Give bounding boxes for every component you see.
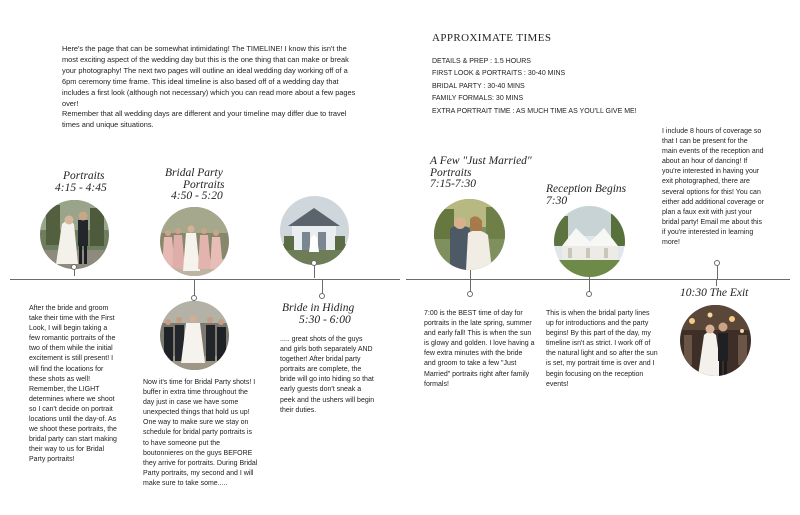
exit-connector xyxy=(717,266,718,279)
exit-heading: 10:30 The Exit xyxy=(680,287,749,299)
approx-item-family-formals: FAMILY FORMALS: 30 MINS xyxy=(432,95,524,103)
bride-hiding-dot-top xyxy=(311,260,317,266)
reception-title: Reception Begins xyxy=(546,183,627,195)
just-married-time: 7:15-7:30 xyxy=(430,178,476,190)
just-married-title: A Few "Just Married" xyxy=(430,155,532,167)
just-married-photo xyxy=(434,199,505,270)
portraits-heading xyxy=(55,171,107,194)
bride-hiding-connector-top xyxy=(314,265,315,278)
bride-hiding-photo xyxy=(280,196,349,265)
portraits-connector xyxy=(74,269,75,276)
reception-dot xyxy=(586,291,592,297)
reception-text: This is when the bridal party lines up for introductions and the party begins! By this part of the day, my timeline isn't as strict. I work off of the natural light and so after the sun is set, my portrait time is over and I begin focusing on the reception events! xyxy=(546,310,658,388)
exit-text: I include 8 hours of coverage so that I can be present for the main events of the reception and about an hour of dancing! If you're interested in having your exit photographed, there are several options for this! You can either add additional coverage or plan a faux exit with just your bridal party! Email me about this if you're interested in learning more! xyxy=(662,128,764,247)
approximate-times-list xyxy=(432,56,637,118)
timeline-line-right xyxy=(406,279,790,280)
reception-heading xyxy=(546,184,626,207)
just-married-text: 7:00 is the BEST time of day for portraits in the late spring, summer and early fall! This is when the sun is glowy and golden. I love having a few extra minutes with the bride and groom to take a few "Just Married" portraits right after family formals! xyxy=(424,310,535,388)
bride-hiding-heading xyxy=(282,303,354,326)
exit-connector-bottom xyxy=(716,280,717,286)
just-married-dot xyxy=(467,291,473,297)
bride-hiding-time: 5:30 - 6:00 xyxy=(299,313,351,326)
just-married-subtitle: Portraits xyxy=(430,166,472,179)
intro-text xyxy=(62,44,362,131)
reception-photo xyxy=(554,206,625,277)
reception-time: 7:30 xyxy=(546,194,568,207)
exit-dot-top xyxy=(714,260,720,266)
intro-paragraph-1: Here's the page that can be somewhat intimidating! The TIMELINE! I know this isn't the most exciting aspect of the wedding day but this is the one thing that can make or break your photography! The next two pages will outline an ideal wedding day working off of a 6pm ceremony time frame. This ideal timeline is also based off of a wedding day that includes a first look (although not necessary) which you can read more about a few pages over! xyxy=(62,44,356,108)
portraits-text: After the bride and groom take their time with the First Look, I will begin taking a few romantic portraits of the two of them while the initial excitement is still present! I will find the locations for these shots as well! Remember, the LIGHT determines where we shoot so I can't decide on portrait locations until the day-of. As we shoot these portraits, the bridal party can start making their way to us for Bridal Party portraits! xyxy=(29,305,117,464)
approx-item-extra-portrait: EXTRA PORTRAIT TIME : AS MUCH TIME AS YOU'LL GIVE ME! xyxy=(432,107,637,115)
bridal-party-girls-photo xyxy=(160,207,229,276)
intro-paragraph-2: Remember that all wedding days are different and your timeline may differ due to travel times and unique situations. xyxy=(62,109,347,130)
portraits-photo xyxy=(40,200,109,269)
bride-hiding-title: Bride in Hiding xyxy=(282,302,355,314)
bridal-party-subtitle: Portraits xyxy=(183,178,225,191)
portraits-title: Portraits xyxy=(63,170,105,182)
bridal-party-guys-photo xyxy=(160,301,229,370)
approximate-times-title: APPROXIMATE TIMES xyxy=(432,32,552,44)
bridal-party-title: Bridal Party xyxy=(165,167,223,179)
right-page xyxy=(400,0,800,515)
exit-photo xyxy=(680,305,751,376)
bridal-party-text: Now it's time for Bridal Party shots! I buffer in extra time throughout the day just in case we have some unexpected things that hold us up! One way to make sure we stay on schedule for bridal party portraits is to have someone put the boutonnieres on the guys BEFORE they arrive for portraits. During Bridal Party portraits, my second and I will make sure to take some..... xyxy=(143,379,258,487)
bridal-party-time: 4:50 - 5:20 xyxy=(171,190,223,202)
bride-hiding-dot-bottom xyxy=(319,293,325,299)
bridal-party-heading xyxy=(165,168,225,203)
portraits-dot xyxy=(71,264,77,270)
approx-item-details: DETAILS & PREP : 1.5 HOURS xyxy=(432,58,531,65)
approx-item-bridal-party: BRIDAL PARTY : 30-40 MINS xyxy=(432,82,525,90)
bride-hiding-text: ..... great shots of the guys and girls both separately AND together! After bridal party portraits are complete, the bride will go into hiding so that early guests don't sneak a peek and the ushers will begin their duties. xyxy=(280,336,375,414)
just-married-heading xyxy=(430,156,532,191)
timeline-line-left xyxy=(10,279,400,280)
portraits-time: 4:15 - 4:45 xyxy=(55,181,107,194)
approx-item-first-look: FIRST LOOK & PORTRAITS : 30-40 MINS xyxy=(432,70,566,78)
